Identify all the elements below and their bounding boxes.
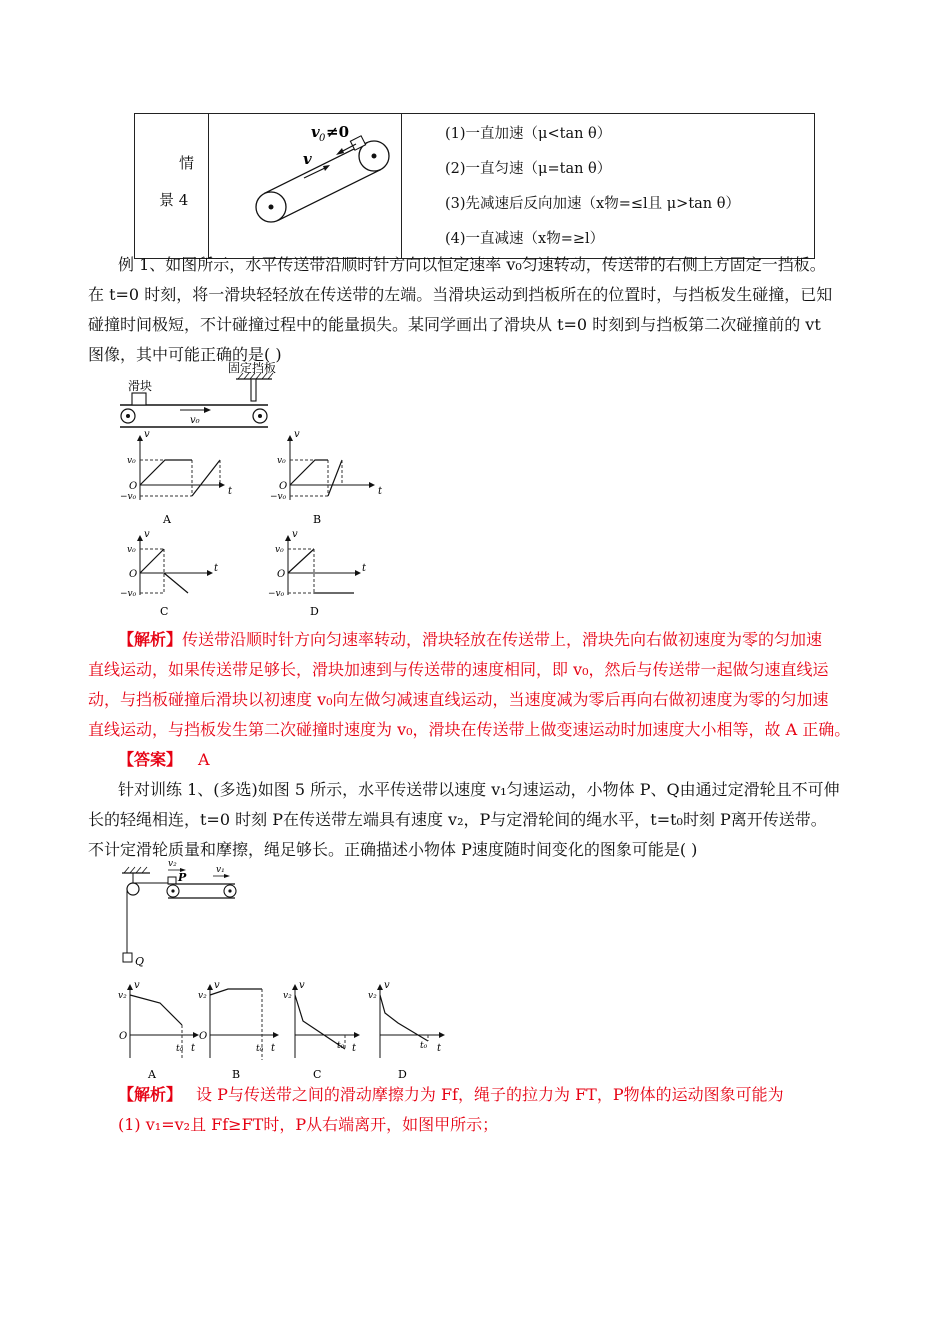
analysis-tag: 【解析】 bbox=[118, 630, 183, 649]
example1-line-3: 碰撞时间极短，不计碰撞过程中的能量损失。某同学画出了滑块从 t=0 时刻到与挡板第二次碰撞前的 vt bbox=[88, 315, 821, 334]
t0-tick: t₀ bbox=[337, 1041, 345, 1051]
q-label: Q bbox=[135, 955, 145, 968]
example1-answer bbox=[118, 745, 210, 775]
scenario-label-cell bbox=[135, 114, 209, 259]
axis-v-label: v bbox=[384, 980, 390, 991]
example1-line-1: 例 1、如图所示，水平传送带沿顺时针方向以恒定速率 v₀匀速转动，传送带的右侧上方固定一挡板。 bbox=[118, 255, 826, 274]
scenario-label-bottom: 景 4 bbox=[159, 191, 189, 209]
answer-value: A bbox=[198, 750, 210, 769]
analysis-tag: 【解析】 bbox=[118, 1085, 183, 1104]
incline-belt-diagram bbox=[209, 114, 401, 254]
belt-speed-label: v₀ bbox=[190, 415, 200, 426]
axis-v-label: v bbox=[144, 529, 150, 540]
v0-label: v₀ bbox=[127, 456, 136, 466]
scenario-label-top: 情 bbox=[179, 154, 195, 172]
v0-sub: 0 bbox=[319, 133, 326, 144]
baffle-label: 固定挡板 bbox=[228, 361, 277, 375]
example1-analysis-line-3: 动，与挡板碰撞后滑块以初速度 v₀向左做匀减速直线运动，当速度减为零后再向右做初速度为零的匀加速 bbox=[88, 690, 829, 709]
graph-b bbox=[198, 980, 279, 1081]
t0-tick: t₀ bbox=[176, 1044, 184, 1054]
origin-label: O bbox=[279, 481, 288, 492]
example1-analysis-line-2: 直线运动，如果传送带足够长，滑块加速到与传送带的速度相同，即 v₀，然后与传送带一起做匀速直线运 bbox=[88, 660, 829, 679]
origin-label: O bbox=[277, 569, 286, 580]
axis-t-label: t bbox=[352, 1043, 357, 1054]
axis-v-label: v bbox=[214, 980, 220, 991]
scenario-option: (3)先减速后反向加速（x物=≤l且 μ>tan θ） bbox=[445, 196, 740, 212]
scenario-option: (4)一直减速（x物=≥l） bbox=[445, 231, 605, 247]
example1-analysis-line-1: 【解析】传送带沿顺时针方向匀速率转动，滑块轻放在传送带上，滑块先向右做初速度为零的匀加速 bbox=[118, 630, 823, 649]
origin-label: O bbox=[129, 481, 138, 492]
graph-label: B bbox=[232, 1068, 241, 1081]
neg-v0-label: −v₀ bbox=[270, 492, 287, 502]
training1-line-3: 不计定滑轮质量和摩擦，绳足够长。正确描述小物体 P速度随时间变化的图象可能是( ) bbox=[88, 840, 698, 859]
v2-tick: v₂ bbox=[283, 991, 292, 1001]
graph-label: C bbox=[313, 1068, 322, 1081]
v1-label: v₁ bbox=[216, 865, 225, 875]
t0-tick: t₀ bbox=[420, 1041, 428, 1051]
training1-figure bbox=[110, 855, 460, 1081]
axis-v-label: v bbox=[144, 429, 150, 440]
v2-tick: v₂ bbox=[118, 991, 127, 1001]
training1-analysis-line-2: (1) v₁=v₂且 Ff≥FT时，P从右端离开，如图甲所示； bbox=[118, 1115, 499, 1134]
graph-label: A bbox=[148, 1068, 156, 1081]
axis-v-label: v bbox=[299, 980, 305, 991]
graph-b bbox=[270, 429, 383, 526]
graph-d bbox=[268, 529, 367, 618]
v0-neq-label: ≠0 bbox=[326, 123, 350, 141]
v0-label: v₀ bbox=[127, 545, 136, 555]
graph-d bbox=[368, 980, 445, 1081]
training1-analysis-line-1: 【解析】 设 P与传送带之间的滑动摩擦力为 Ff，绳子的拉力为 FT，P物体的运动图象可能为 bbox=[118, 1085, 784, 1104]
origin-label: O bbox=[199, 1031, 208, 1042]
scenario-diagram-cell bbox=[209, 114, 402, 259]
neg-v0-label: −v₀ bbox=[268, 589, 285, 599]
neg-v0-label: −v₀ bbox=[120, 589, 137, 599]
neg-v0-label: −v₀ bbox=[120, 492, 137, 502]
scenario-table bbox=[134, 113, 815, 259]
origin-label: O bbox=[119, 1031, 128, 1042]
axis-t-label: t bbox=[437, 1043, 442, 1054]
scenario-option: (1)一直加速（μ<tan θ） bbox=[445, 126, 612, 142]
example1-line-4: 图像，其中可能正确的是( ) bbox=[88, 345, 282, 364]
example1-analysis-line-4: 直线运动，与挡板发生第二次碰撞时速度为 v₀，滑块在传送带上做变速运动时加速度大小相等，故 A 正确。 bbox=[88, 720, 851, 739]
graph-c bbox=[283, 980, 360, 1081]
v2-tick: v₂ bbox=[368, 991, 377, 1001]
graph-label: A bbox=[163, 513, 171, 526]
t0-tick: t₀ bbox=[256, 1044, 264, 1054]
p-label: P bbox=[178, 871, 187, 884]
scenario-options-cell bbox=[402, 114, 815, 259]
axis-v-label: v bbox=[134, 980, 140, 991]
graph-a bbox=[120, 429, 233, 526]
axis-v-label: v bbox=[294, 429, 300, 440]
v0-label: v₀ bbox=[275, 545, 284, 555]
graph-label: C bbox=[160, 605, 169, 618]
axis-t-label: t bbox=[362, 563, 367, 574]
slider-label: 滑块 bbox=[128, 379, 153, 393]
v2-label: v₂ bbox=[168, 859, 177, 869]
scenario-option: (2)一直匀速（μ=tan θ） bbox=[445, 161, 612, 177]
example1-figure bbox=[110, 361, 383, 620]
axis-t-label: t bbox=[378, 486, 383, 497]
training1-line-2: 长的轻绳相连，t=0 时刻 P在传送带左端具有速度 v₂，P与定滑轮间的绳水平，t=t₀时刻 P离开传送带。 bbox=[88, 810, 827, 829]
v0-label: v bbox=[311, 123, 320, 141]
axis-t-label: t bbox=[191, 1043, 196, 1054]
axis-v-label: v bbox=[292, 529, 298, 540]
graph-c bbox=[120, 529, 219, 618]
axis-t-label: t bbox=[214, 563, 219, 574]
v0-label: v₀ bbox=[277, 456, 286, 466]
graph-a bbox=[118, 980, 199, 1081]
graph-label: B bbox=[313, 513, 322, 526]
axis-t-label: t bbox=[228, 486, 233, 497]
graph-label: D bbox=[310, 605, 319, 618]
belt-v-label: v bbox=[303, 150, 312, 168]
example1-line-2: 在 t=0 时刻，将一滑块轻轻放在传送带的左端。当滑块运动到挡板所在的位置时，与挡板发生碰撞，已知 bbox=[88, 285, 833, 304]
v2-tick: v₂ bbox=[198, 991, 207, 1001]
training1-line-1: 针对训练 1、(多选)如图 5 所示，水平传送带以速度 v₁匀速运动，小物体 P、Q由通过定滑轮且不可伸 bbox=[118, 780, 840, 799]
graph-label: D bbox=[398, 1068, 407, 1081]
answer-tag: 【答案】 bbox=[118, 750, 183, 769]
origin-label: O bbox=[129, 569, 138, 580]
axis-t-label: t bbox=[271, 1043, 276, 1054]
